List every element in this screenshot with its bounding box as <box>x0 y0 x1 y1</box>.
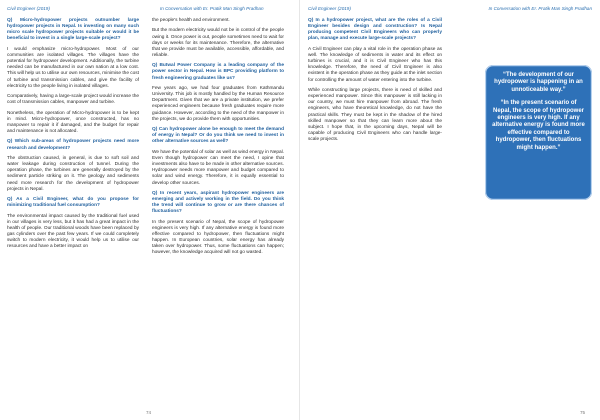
pull-quote-1: “The development of our hydropower is happening in an unnoticeable way.” <box>494 72 583 93</box>
answer-paragraph: The obstruction caused, in general, is due to soft soil and water leakage during construction of tunnel. During the operation phase, the turbines are generally destroyed by the sediment particle striking on it. The geology and sediments need more research for the development of hydropower projects in Nepal. <box>7 155 139 192</box>
answer-paragraph: the people's health and environment. <box>152 18 230 23</box>
question-paragraph: Q) In a hydropower project, what are the roles of a Civil Engineer besides design and construction? Is Nepal producing competent Civil Engineers who can properly plan, manage and execute large-scale projects? <box>308 18 442 42</box>
question-paragraph: Q) Micro-hydropower projects outnumber large hydropower projects in Nepal. Is investing on many such micro scale hydropower projects suitable or would it be beneficial to invest in a single large-scale project? <box>7 18 139 42</box>
question-paragraph: Q) In recent years, aspirant hydropower engineers are emerging and actively working in the field. Do you think the trend will continue to grow or are there chances of fluctuations? <box>152 190 284 215</box>
left-page-header: Civil Engineer (2019) <box>7 6 50 11</box>
right-page-header-left: Civil Engineer (2019) <box>308 6 351 11</box>
right-page-header-right: In Conversation with Er. Pratik Man Singh Pradhan <box>488 6 592 11</box>
pull-quote-2: “In the present scenario of Nepal, the scope of hydropower engineers is very high. If any alternative energy is found more effective compared to hydropower, then fluctuations might happen.” <box>492 100 585 151</box>
answer-paragraph: In the present scenario of Nepal, the scope of hydropower engineers is very high. If any alternative energy is found more effective compared to hydropower, then fluctuations might happen. In European countries, solar energy has already taken over hydropower. Thus, some fluctuations can happen; however, the knowledge acquired will not go wasted. <box>152 219 284 256</box>
left-page-number: 74 <box>146 410 152 415</box>
answer-paragraph: While constructing large projects, there is need of skilled and experienced manpower. Since this manpower is still lacking in our country, we must hire manpower from abroad. The fresh engineers, who have theoretical knowledge, do not have the practical skills. They must be kept in the shadow of the hired skilled manpower so that they can learn more about the subject. I hope that, in the upcoming days, Nepal will be capable of producing Civil Engineers who can handle large-scale projects. <box>308 87 442 143</box>
answer-paragraph: We have the potential of solar as well as wind energy in Nepal. Even though hydropower can meet the need, I opine that investments also have to be made in other alternative sources. Hydropower needs more manpower and budget compared to solar and wind energy. Therefore, it is equally essential to develop other sources. <box>152 149 284 186</box>
answer-paragraph: Few years ago, we had four graduates from Kathmandu University. This job is mostly handled by the Human Resource Department. Given that we are a private institution, we prefer experienced engineers because fresh graduates require more guidance. However, according to the need of the manpower in the projects, we do provide them with opportunities. <box>152 85 284 122</box>
answer-paragraph: I would emphasize micro-hydropower. Most of our communities are isolated villages. The villages have the potential for hydropower development. Additionally, the turbine needed can be manufactured in our own nation at a low cost. This will help us to utilise our own resources, minimise the cost of turbine and transmission cables, and give the facility of electricity to the people living in isolated villages. <box>7 46 139 89</box>
question-paragraph: Q) As a Civil Engineer, what do you propose for minimizing traditional fuel consumption? <box>7 197 139 209</box>
answer-paragraph: But the modern electricity would not be in control of the people owing it. Once power is out, people sometimes need to wait for days or weeks for its maintenance. Therefore, the alternative that we provide must be available, accessible, affordable, and reliable. <box>152 28 285 58</box>
question-paragraph: Q) Butwal Power Company is a leading company of the power sector in Nepal. How is BPC providing platform to fresh engineering graduates like us? <box>152 63 284 81</box>
right-page <box>300 0 600 420</box>
question-paragraph: Q) Which sub-areas of hydropower projects need more research and development? <box>7 139 139 151</box>
left-page-column-1 <box>7 18 139 255</box>
answer-paragraph: The environmental impact caused by the traditional fuel used in our villages is very less, but it has had a great impact in the health of people. Our traditional woods have been replaced by gas cylinders over the past few years. If we could completely switch to modern electricity, it would help us to utilise our resources and have a better impact on <box>7 213 139 250</box>
answer-paragraph: Nonetheless, the operation of Micro-hydropower is to be kept in mind. Micro-hydropower, once constructed, has no manpower to repair it if damaged, and the budget for repair and maintenance is not allocated. <box>7 110 139 135</box>
pull-quote-box <box>485 65 592 200</box>
answer-paragraph: Comparatively, having a large-scale project would increase the cost of transmission cables, manpower and turbine. <box>7 94 139 106</box>
left-page-column-2 <box>152 18 284 261</box>
right-page-column-1 <box>308 18 442 148</box>
left-page-header-right: In Conversation with Er. Pratik Man Singh Pradhan <box>160 6 264 11</box>
question-paragraph: Q) Can hydropower alone be enough to meet the demand of energy in Nepal? Or do you think we need to invest in other alternative sources as well? <box>152 127 284 145</box>
answer-paragraph: A Civil Engineer can play a vital role in the operation phase as well. The knowledge of sediments in water and its effect on turbines is crucial, and it is Civil Engineer who has this knowledge. Therefore, the need of Civil Engineer is also existent in the operation phase as they guide at the inlet section for controlling the amount of water entering into the turbine. <box>308 46 442 83</box>
right-page-number: 75 <box>580 410 586 415</box>
